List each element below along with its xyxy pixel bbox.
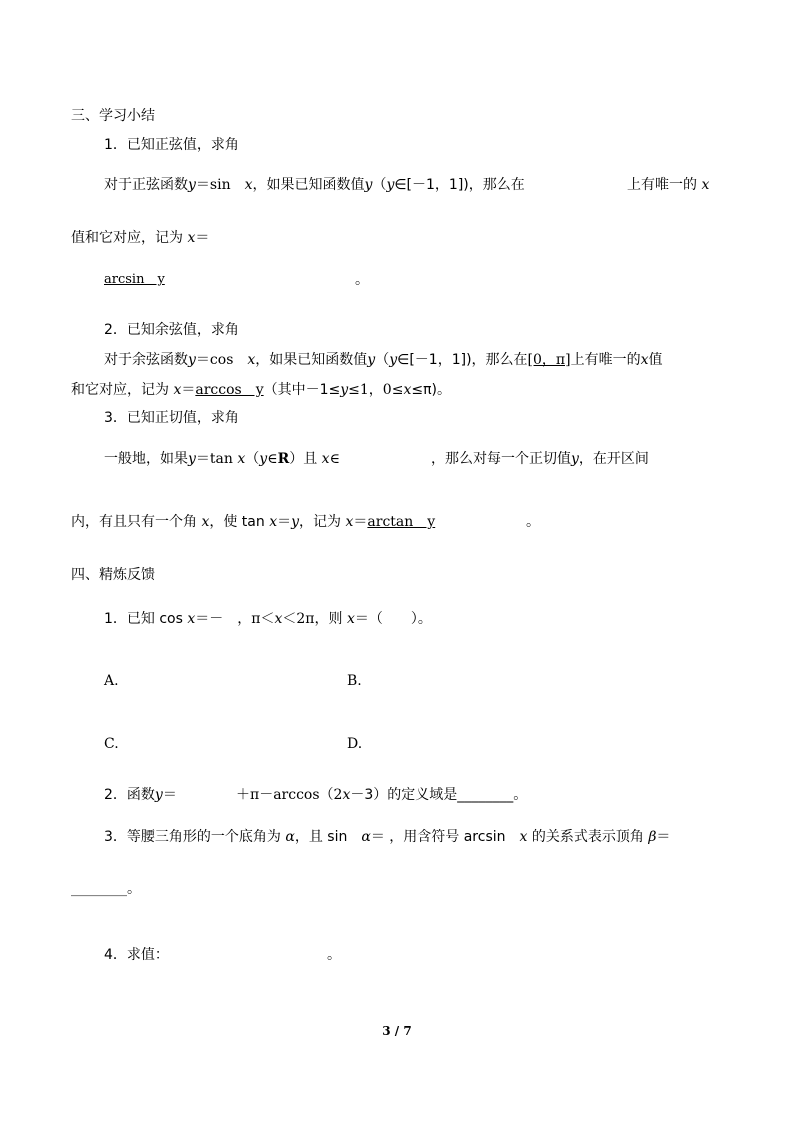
question-2-tail: ＋π－arccos（2x－3）的定义域是________。 — [236, 787, 528, 803]
arcsin-answer: arcsin y — [104, 272, 165, 287]
question-2: 2．函数y＝ — [104, 787, 177, 803]
subsection-1-heading: 1．已知正弦值，求角 — [104, 137, 239, 153]
subsection-2-heading: 2．已知余弦值，求角 — [104, 322, 239, 338]
subsection-2-para-line1: 对于余弦函数y＝cos x，如果已知函数值y（y∈[－1，1])，那么在[0，π]上有唯一的x值 — [104, 352, 663, 368]
subsection-1-para-line2: 值和它对应，记为 x＝ — [71, 230, 210, 246]
subsection-1-para-tail: 上有唯一的 x — [627, 177, 710, 193]
question-3-blank: ________。 — [71, 881, 141, 897]
question-4: 4．求值： — [104, 947, 169, 963]
subsection-2-para-line2: 和它对应，记为 x＝arccos y（其中－1≤y≤1，0≤x≤π)。 — [71, 382, 451, 398]
arctan-answer-end: 。 — [526, 514, 540, 530]
question-4-end: 。 — [327, 947, 341, 963]
question-1: 1．已知 cos x＝－ ，π＜x＜2π，则 x＝（ ）。 — [104, 611, 432, 627]
option-a: A. — [104, 673, 119, 689]
section-4-title: 四、精炼反馈 — [71, 567, 155, 583]
page-number: 3 / 7 — [382, 1024, 412, 1038]
option-d: D. — [347, 736, 363, 752]
subsection-3-para-line2: 内，有且只有一个角 x，使 tan x＝y，记为 x＝arctan y — [71, 514, 436, 530]
subsection-3-para-line1a: 一般地，如果y＝tan x（y∈R）且 x∈ — [104, 451, 340, 467]
section-3-title: 三、学习小结 — [71, 108, 155, 124]
option-b: B. — [347, 673, 362, 689]
arcsin-answer-end: 。 — [355, 272, 369, 288]
option-c: C. — [104, 736, 119, 752]
subsection-1-para: 对于正弦函数y＝sin x，如果已知函数值y（y∈[－1，1])，那么在 — [104, 177, 525, 193]
subsection-3-heading: 3．已知正切值，求角 — [104, 410, 239, 426]
question-3: 3．等腰三角形的一个底角为 α，且 sin α＝ ，用含符号 arcsin x 的关系式表示顶角 β＝ — [104, 829, 671, 845]
subsection-3-para-line1b: ，那么对每一个正切值y，在开区间 — [431, 451, 649, 467]
